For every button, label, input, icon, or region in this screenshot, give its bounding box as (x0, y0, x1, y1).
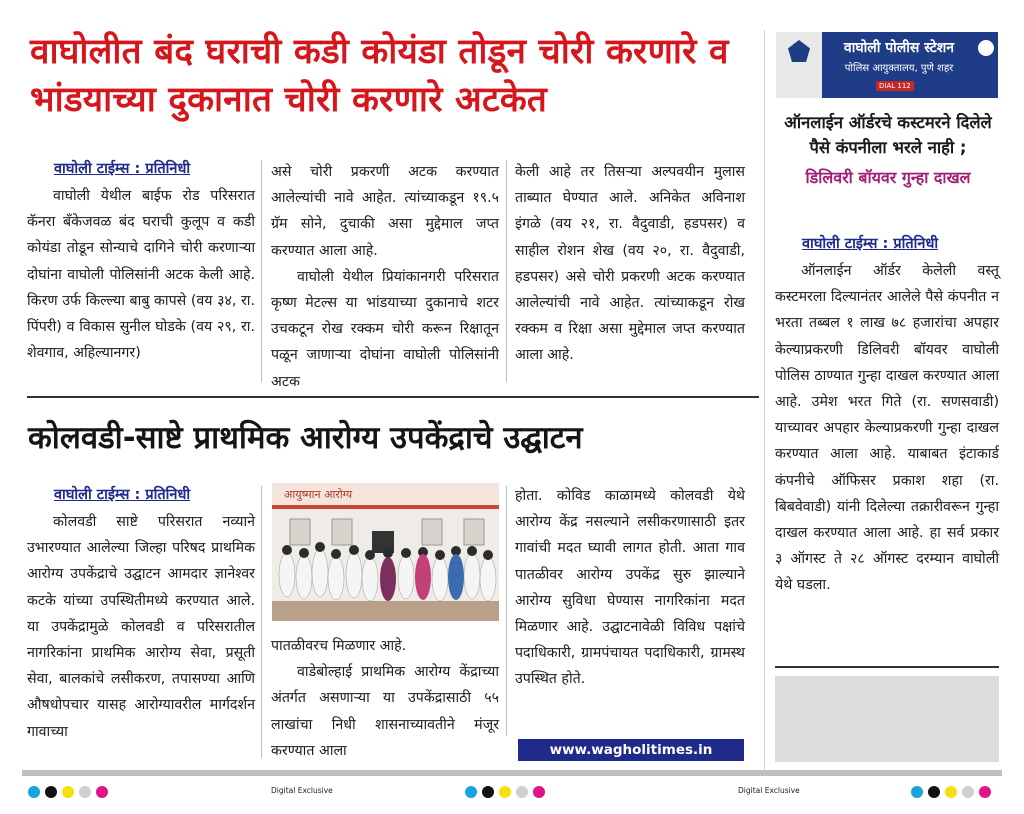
second-story-col2 (271, 633, 499, 764)
color-dots-center (465, 783, 550, 802)
yellow-dot (62, 786, 74, 798)
column-divider (506, 486, 507, 736)
sidebar-subheadline: डिलिवरी बॉयवर गुन्हा दाखल (805, 168, 971, 187)
main-col3-text: केली आहे तर तिसऱ्या अल्पवयीन मुलास ताब्यात घेण्यात आले. अनिकेत अविनाश इंगळे (वय २१, रा. वैदुवाडी, हडपसर) व साहील रोशन शेख (वय २०, रा. वैदुवाडी, हडपसर) असे चोरी प्रकरणी अटक करण्यात आलेल्यांची नावे आहेत. त्यांच्याकडून रोख रक्कम व रिक्षा असा मुद्देमाल जप्त करण्यात आला आहे. (515, 164, 745, 364)
second-col2-text-b: वाडेबोल्हाई प्राथमिक आरोग्य केंद्राच्या अंतर्गत असणाऱ्या या उपकेंद्रासाठी ५५ लाखांचा निधी शासनाच्यावतीने मंजूर करण्यात आला (271, 664, 499, 759)
column-divider (261, 486, 262, 758)
cyan-dot (28, 786, 40, 798)
second-headline: कोलवडी-साष्टे प्राथमिक आरोग्य उपकेंद्राचे उद्घाटन (28, 420, 583, 456)
color-dots-right (911, 783, 996, 802)
black-dot (45, 786, 57, 798)
main-story-col3 (515, 159, 745, 369)
footer-bar (22, 770, 1002, 776)
column-divider (261, 160, 262, 382)
inauguration-photo (272, 483, 499, 621)
crowd-illustration (272, 483, 499, 621)
sidebar-body: ऑनलाईन ऑर्डर केलेली वस्तू कस्टमरला दिल्यानंतर आलेले पैसे कंपनीत न भरता तब्बल १ लाख ७८ हजारांचा अपहार केल्याप्रकरणी डिलिवरी बॉयवर वाघोली पोलिस ठाण्यात गुन्हा दाखल करण्यात आला आहे. उमेश भरत गिते (रा. सणसवाडी) याच्यावर अपहार केल्याप्रकरणी गुन्हा दाखल करण्यात आला आहे. याबाबत इंटाकार्ड कंपनीचे ऑफिसर प्रकाश शहा (रा. बिबवेवाडी) यांनी दिलेल्या तक्रारीवरून गुन्हा दाखल करण्यात आला आहे. हा सर्व प्रकार ३ ऑगस्ट ते २८ ऑगस्ट दरम्यान वाघोली येथे घडला. (775, 263, 999, 594)
section-divider (27, 396, 759, 398)
police-star-icon (788, 40, 810, 62)
main-col2-text-b: वाघोली येथील प्रियांकानगरी परिसरात कृष्ण मेटल्स या भांडयाच्या दुकानाचे शटर उचकटून रोख रक्कम चोरी करून रिक्षातून पळून जाणाऱ्या दोघांना वाघोली पोलिसांनी अटक (271, 268, 499, 390)
second-byline: वाघोली टाईम्स : प्रतिनिधी (54, 487, 191, 503)
police-sign-subtitle: पोलिस आयुक्तालय, पुणे शहर (844, 63, 954, 74)
sidebar-rule (775, 666, 999, 668)
footer-label-right: Digital Exclusive (738, 786, 800, 795)
police-logo-icon (978, 40, 994, 56)
grey-dot (962, 786, 974, 798)
sidebar-headline-block (778, 110, 998, 188)
column-divider (506, 160, 507, 382)
yellow-dot (499, 786, 511, 798)
cyan-dot (911, 786, 923, 798)
second-story-col3 (515, 483, 745, 693)
sidebar-headline: ऑनलाईन ऑर्डरचे कस्टमरने दिलेले पैसे कंपनीला भरले नाही ; (784, 113, 992, 157)
magenta-dot (96, 786, 108, 798)
main-story-col1 (27, 157, 255, 366)
second-col3-text: होता. कोविड काळामध्ये कोलवडी येथे आरोग्य केंद्र नसल्याने लसीकरणासाठी इतर गावांची मदत घ्यावी लागत होती. आता गाव पातळीवर आरोग्य उपकेंद्र सुरु झाल्याने आरोग्य सुविधा घेण्यास नागरिकांना मदत मिळणार आहे. उद्घाटनावेळी विविध पक्षांचे पदाधिकारी, ग्रामपंचायत पदाधिकारी, ग्रामस्थ उपस्थित होते. (515, 488, 745, 688)
main-story-col2 (271, 159, 499, 395)
magenta-dot (979, 786, 991, 798)
police-station-sign (776, 32, 998, 98)
police-emblem-panel (776, 32, 822, 98)
photo-banner-text: आयुष्मान आरोग्य (284, 488, 353, 501)
main-col2-text-a: असे चोरी प्रकरणी अटक करण्यात आलेल्यांची नावे आहेत. त्यांच्याकडून १९.५ ग्रॅम सोने, दुचाकी असा मुद्देमाल जप्त करण्यात आला आहे. (271, 164, 499, 259)
sidebar-story (775, 232, 999, 599)
main-byline: वाघोली टाईम्स : प्रतिनिधी (54, 161, 191, 177)
footer-label-left: Digital Exclusive (271, 786, 333, 795)
police-dial-badge: DIAL 112 (876, 81, 914, 91)
sidebar-divider (764, 30, 765, 770)
main-headline: वाघोलीत बंद घराची कडी कोयंडा तोडून चोरी करणारे व भांडयाच्या दुकानात चोरी करणारे अटकेत (30, 32, 729, 120)
black-dot (482, 786, 494, 798)
grey-dot (516, 786, 528, 798)
black-dot (928, 786, 940, 798)
second-col1-text: कोलवडी साष्टे परिसरात नव्याने उभारण्यात आलेल्या जिल्हा परिषद प्राथमिक आरोग्य उपकेंद्राचे उद्घाटन आमदार ज्ञानेश्वर कटके यांच्या उपस्थितीमध्ये करण्यात आले. या उपकेंद्रामुळे कोलवडी व परिसरातील नागरिकांना प्राथमिक आरोग्य सेवा, प्रसूती सेवा, बालकांचे लसीकरण, तपासण्या आणि औषधोपचार यासह आरोग्यावरील मार्गदर्शन गावाच्या (27, 514, 255, 740)
second-col2-text-a: पातळीवरच मिळणार आहे. (271, 638, 407, 654)
website-link[interactable]: www.wagholitimes.in (518, 739, 744, 761)
magenta-dot (533, 786, 545, 798)
yellow-dot (945, 786, 957, 798)
police-sign-title: वाघोली पोलीस स्टेशन (843, 40, 955, 56)
ad-placeholder-box (775, 676, 999, 762)
main-col1-text: वाघोली येथील बाईफ रोड परिसरात कॅनरा बँकेजवळ बंद घराची कुलूप व कडी कोयंडा तोडून सोन्याचे दागिने चोरी करणाऱ्या दोघांना वाघोली पोलिसांनी अटक केली आहे. किरण उर्फ किल्ल्या बाबु कापसे (वय ३४, रा. पिंपरी) व विकास सुनील घोडके (वय २९, रा. शेवगाव, अहिल्यानगर) (27, 188, 255, 362)
second-story-col1 (27, 483, 255, 745)
grey-dot (79, 786, 91, 798)
color-dots-left (28, 783, 113, 802)
sidebar-byline: वाघोली टाईम्स : प्रतिनिधी (802, 236, 939, 252)
cyan-dot (465, 786, 477, 798)
